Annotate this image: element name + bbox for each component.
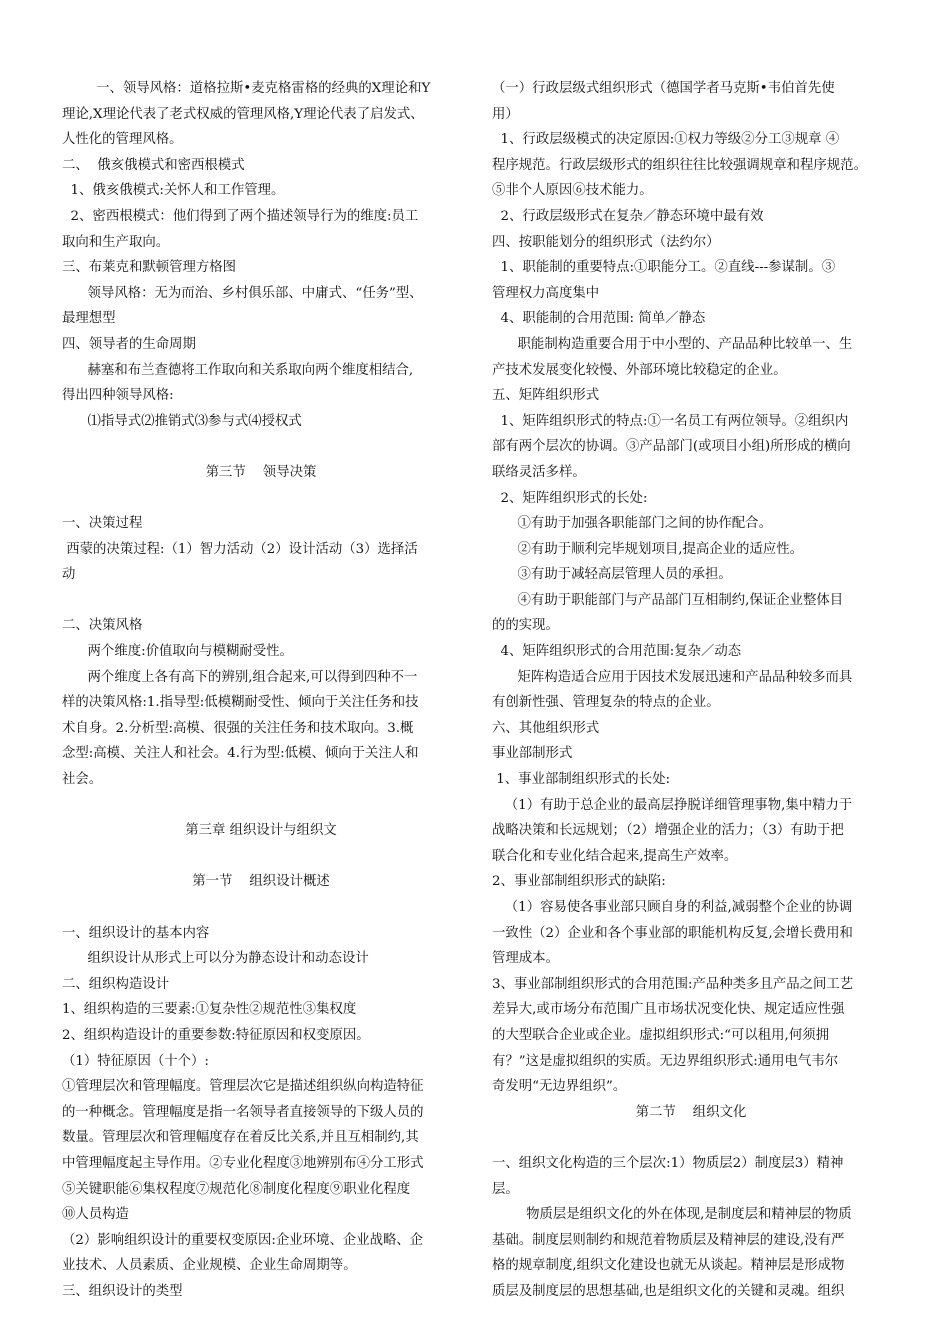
text-line: 二、 俄亥俄模式和密西根模式 — [62, 157, 245, 173]
text-line: 差异大,或市场分布范围广且市场状况变化快、规定适应性强 — [492, 1002, 845, 1018]
text-line: 产技术发展变化较慢、外部环境比较稳定的企业。 — [492, 362, 787, 378]
text-line: 有？”这是虚拟组织的实质。无边界组织形式:通用电气韦尔 — [492, 1053, 839, 1069]
text-line: 程序规范。行政层级形式的组织往往比较强调规章和程序规范。 — [492, 157, 867, 173]
text-line: ⑴指导式⑵推销式⑶参与式⑷授权式 — [62, 413, 302, 429]
blank-line — [62, 793, 460, 819]
text-line: ⑤关键职能⑥集权程度⑦规范化⑧制度化程度⑨职业化程度 — [62, 1181, 411, 1197]
section-heading: 第一节 组织设计概述 — [192, 874, 330, 890]
blank-line — [62, 486, 460, 512]
text-line: ④有助于职能部门与产品部门互相制约,保证企业整体目 — [492, 592, 844, 608]
text-line: 念型:高模、关注人和社会。4.行为型:低模、倾向于关注人和 — [62, 746, 419, 762]
text-line: 样的决策风格:1.指导型:低模糊耐受性、倾向于关注任务和技 — [62, 695, 419, 711]
text-line: ③有助于减轻高层管理人员的承担。 — [492, 567, 732, 583]
text-line: 三、布莱克和默顿管理方格图 — [62, 260, 237, 276]
text-line: 术自身。2.分析型:高模、很强的关注任务和技术取向。3.概 — [62, 720, 414, 736]
text-line: 4、矩阵组织形式的合用范围:复杂／动态 — [492, 644, 742, 660]
text-line: （一）行政层级式组织形式（德国学者马克斯•韦伯首先使 — [492, 81, 835, 96]
text-line: ①有助于加强各职能部门之间的协作配合。 — [492, 516, 772, 532]
text-line: 五、矩阵组织形式 — [492, 388, 600, 404]
text-line: 一、决策过程 — [62, 516, 143, 532]
text-line: 二、组织构造设计 — [62, 976, 170, 992]
text-line: ①管理层次和管理幅度。管理层次它是描述组织纵向构造特征 — [62, 1079, 424, 1095]
right-column — [492, 76, 890, 1305]
section-heading: 第三节 领导决策 — [205, 464, 317, 480]
text-line: 组织设计从形式上可以分为静态设计和动态设计 — [62, 951, 369, 967]
text-line: 奇发明“无边界组织”。 — [492, 1079, 627, 1095]
text-line: 中管理幅度起主导作用。②专业化程度③地辨别布④分工形式 — [62, 1155, 424, 1171]
text-line: 一致性（2）企业和各个事业部的职能机构反复,会增长费用和 — [492, 925, 853, 941]
text-line: 1、组织构造的三要素:①复杂性②规范性③集权度 — [62, 1002, 357, 1018]
text-line: 2、矩阵组织形式的长处: — [492, 490, 648, 506]
text-line: 的的实现。 — [492, 618, 559, 634]
text-line: 事业部制形式 — [492, 746, 573, 762]
text-line: 1、俄亥俄模式:关怀人和工作管理。 — [62, 183, 285, 199]
text-line: 四、按职能划分的组织形式（法约尔） — [492, 234, 720, 250]
blank-line — [62, 434, 460, 460]
text-line: 联络灵活多样。 — [492, 464, 586, 480]
text-line: 格的规章制度,组织文化建设也就无从谈起。精神层是形成物 — [492, 1258, 845, 1274]
text-line: 矩阵构造适合应用于因技术发展迅速和产品品种较多而具 — [492, 669, 853, 685]
text-line: （1）容易使各事业部只顾自身的利益,减弱整个企业的协调 — [492, 900, 853, 915]
text-line: 赫塞和布兰查德将工作取向和关系取向两个维度相结合, — [62, 362, 414, 378]
text-line: 3、事业部制组织形式的合用范围:产品种类多且产品之间工艺 — [492, 976, 854, 992]
text-line: 1、行政层级模式的决定原因:①权力等级②分工③规章 ④ — [492, 132, 840, 148]
text-line: 1、矩阵组织形式的特点:①一名员工有两位领导。②组织内 — [492, 413, 849, 429]
text-line: 物质层是组织文化的外在体现,是制度层和精神层的物质 — [492, 1207, 852, 1223]
section-heading: 第二节 组织文化 — [635, 1104, 747, 1120]
text-line: 领导风格：无为而治、乡村俱乐部、中庸式、“任务”型、 — [62, 285, 423, 301]
text-line: 2、行政层级形式在复杂／静态环境中最有效 — [492, 208, 764, 224]
text-line: 联合化和专业化结合起来,提高生产效率。 — [492, 848, 738, 864]
text-line: 的一种概念。管理幅度是指一名领导者直接领导的下级人员的 — [62, 1104, 424, 1120]
text-line: 用） — [492, 106, 519, 122]
text-line: 二、决策风格 — [62, 618, 143, 634]
text-line: 两个维度上各有高下的辨别,组合起来,可以得到四种不一 — [62, 669, 418, 685]
blank-line — [62, 895, 460, 921]
text-line: 得出四种领导风格: — [62, 388, 174, 404]
text-line: 一、领导风格：道格拉斯•麦克格雷格的经典的X理论和Y — [62, 81, 431, 96]
text-line: 一、组织设计的基本内容 — [62, 925, 210, 941]
text-line: （1）特征原因（十个）: — [62, 1053, 209, 1069]
text-line: 管理成本。 — [492, 951, 559, 967]
text-line: 管理权力高度集中 — [492, 285, 600, 301]
text-line: 西蒙的决策过程:（1）智力活动（2）设计活动（3）选择活 — [62, 541, 418, 557]
text-line: 理论,X理论代表了老式权威的管理风格,Y理论代表了启发式、 — [62, 106, 424, 122]
text-line: 最理想型 — [62, 311, 116, 327]
text-line: 动 — [62, 567, 76, 583]
text-line: 有创新性强、管理复杂的特点的企业。 — [492, 695, 720, 711]
text-line: 战略决策和长远规划；（2）增强企业的活力；（3）有助于把 — [492, 823, 844, 839]
text-line: 层。 — [492, 1181, 519, 1197]
text-line: 4、职能制的合用范围: 简单／静态 — [492, 311, 706, 327]
text-line: （1）有助于总企业的最高层挣脱详细管理事物,集中精力于 — [492, 797, 853, 813]
text-line: 基础。制度层则制约和规范着物质层及精神层的建设,没有严 — [492, 1232, 845, 1248]
text-line: 1、事业部制组织形式的长处: — [492, 772, 670, 788]
text-line: ⑩人员构造 — [62, 1207, 129, 1223]
text-line: 三、组织设计的类型 — [62, 1283, 183, 1299]
blank-line — [492, 1125, 890, 1151]
blank-line — [62, 844, 460, 870]
text-line: 四、领导者的生命周期 — [62, 336, 196, 352]
text-line: 职能制构造重要合用于中小型的、产品品种比较单一、生 — [492, 336, 853, 352]
text-line: 人性化的管理风格。 — [62, 132, 183, 148]
text-line: 2、事业部制组织形式的缺陷: — [492, 874, 666, 890]
text-line: 1、职能制的重要特点:①职能分工。②直线---参谋制。③ — [492, 260, 836, 276]
text-line: 六、其他组织形式 — [492, 720, 600, 736]
text-line: 2、组织构造设计的重要参数:特征原因和权变原因。 — [62, 1027, 370, 1043]
text-line: 质层及制度层的思想基础,也是组织文化的关键和灵魂。组织 — [492, 1283, 845, 1299]
left-column — [62, 76, 460, 1305]
text-line: 数量。管理层次和管理幅度存在着反比关系,并且互相制约,其 — [62, 1130, 419, 1146]
text-line: （2）影响组织设计的重要权变原因:企业环境、企业战略、企 — [62, 1232, 424, 1248]
blank-line — [62, 588, 460, 614]
text-line: 取向和生产取向。 — [62, 234, 170, 250]
text-line: 两个维度:价值取向与模糊耐受性。 — [62, 644, 293, 660]
text-line: 部有两个层次的协调。③产品部门(或项目小组)所形成的横向 — [492, 439, 851, 455]
text-line: 2、密西根模式：他们得到了两个描述领导行为的维度:员工 — [62, 208, 419, 224]
text-line: 社会。 — [62, 772, 103, 788]
text-line: ②有助于顺利完毕规划项目,提高企业的适应性。 — [492, 541, 804, 557]
text-line: 业技术、人员素质、企业规模、企业生命周期等。 — [62, 1258, 357, 1274]
section-heading: 第三章 组织设计与组织文 — [185, 823, 337, 839]
text-line: ⑤非个人原因⑥技术能力。 — [492, 183, 653, 199]
text-line: 一、组织文化构造的三个层次:1）物质层2）制度层3）精神 — [492, 1155, 844, 1171]
text-line: 的大型联合企业或企业。虚拟组织形式:“可以租用,何须拥 — [492, 1027, 829, 1043]
